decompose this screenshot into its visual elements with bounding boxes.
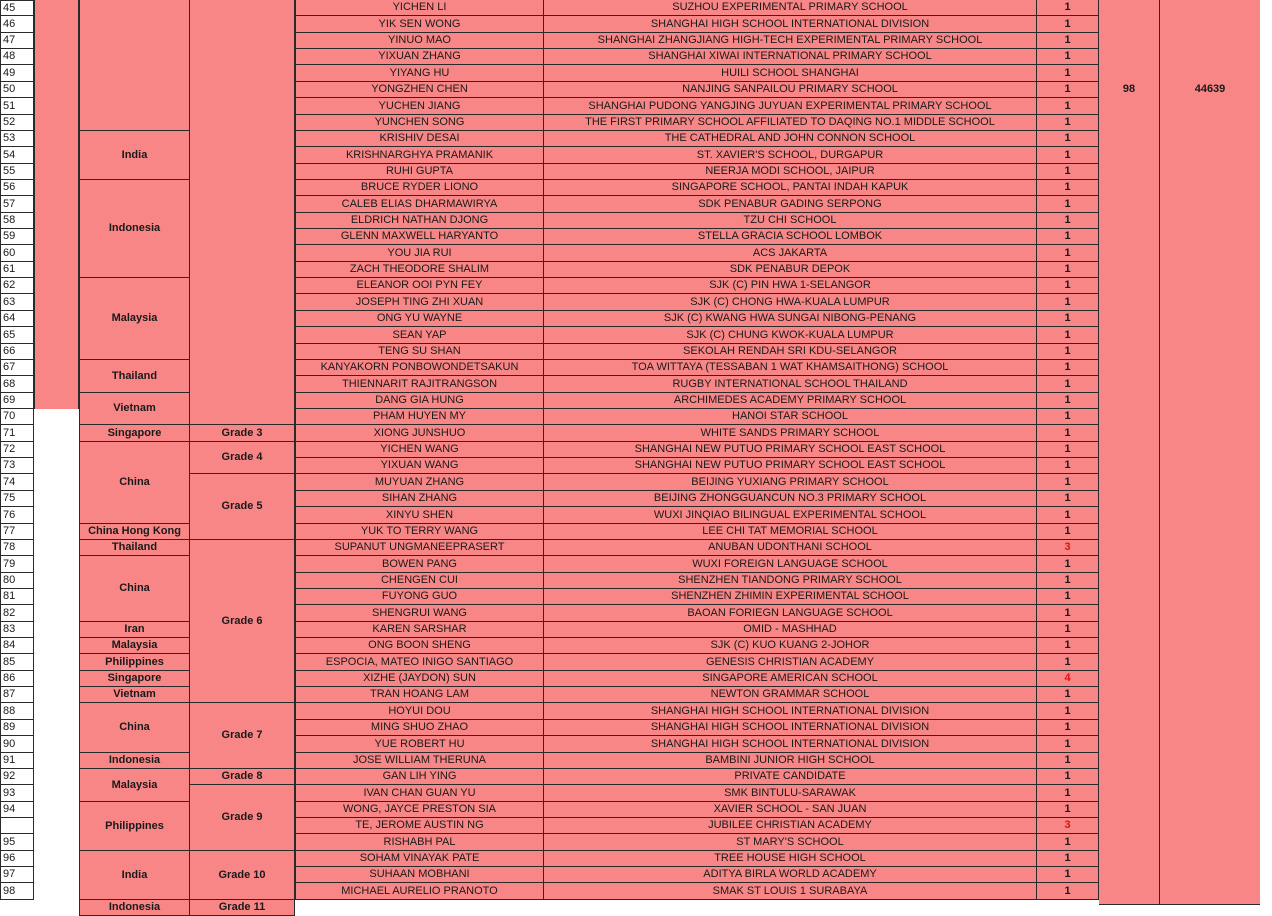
student-name-cell[interactable]: SUPANUT UNGMANEEPRASERT: [295, 540, 544, 556]
student-name-cell[interactable]: BOWEN PANG: [295, 556, 544, 573]
school-name-cell[interactable]: SHANGHAI PUDONG YANGJING JUYUAN EXPERIMENTAL PRIMARY SCHOOL: [544, 98, 1037, 115]
school-name-cell[interactable]: SHANGHAI HIGH SCHOOL INTERNATIONAL DIVISION: [544, 736, 1037, 753]
school-name-cell[interactable]: SMAK ST LOUIS 1 SURABAYA: [544, 883, 1037, 900]
school-name-cell[interactable]: SMK BINTULU-SARAWAK: [544, 785, 1037, 802]
row-number: 87: [0, 687, 34, 703]
row-number: 62: [0, 278, 34, 294]
score-cell[interactable]: 1: [1037, 425, 1099, 442]
school-name-cell[interactable]: NANJING SANPAILOU PRIMARY SCHOOL: [544, 82, 1037, 98]
student-name-cell[interactable]: PHAM HUYEN MY: [295, 409, 544, 425]
student-name-cell[interactable]: YIYANG HU: [295, 65, 544, 82]
score-cell[interactable]: 1: [1037, 622, 1099, 638]
row-number: 52: [0, 115, 34, 131]
row-number: 71: [0, 425, 34, 442]
row-number: 85: [0, 654, 34, 671]
score-cell[interactable]: 1: [1037, 278, 1099, 294]
school-name-cell[interactable]: ST MARY'S SCHOOL: [544, 834, 1037, 851]
student-name-cell[interactable]: XINYU SHEN: [295, 507, 544, 524]
country-group-cell: Indonesia: [79, 753, 190, 769]
score-cell[interactable]: 1: [1037, 867, 1099, 883]
country-group-cell: China: [79, 442, 190, 524]
row-number: 51: [0, 98, 34, 115]
row-number: 64: [0, 311, 34, 327]
student-name-cell[interactable]: RUHI GUPTA: [295, 164, 544, 180]
row-number: 54: [0, 147, 34, 164]
country-group-cell: China: [79, 556, 190, 622]
country-group-cell: Iran: [79, 622, 190, 638]
score-cell[interactable]: 1: [1037, 769, 1099, 785]
student-name-cell[interactable]: SOHAM VINAYAK PATE: [295, 851, 544, 867]
student-name-cell[interactable]: BRUCE RYDER LIONO: [295, 180, 544, 196]
student-name-cell[interactable]: GAN LIH YING: [295, 769, 544, 785]
row-number: 94: [0, 802, 34, 818]
score-cell[interactable]: 1: [1037, 98, 1099, 115]
student-name-cell[interactable]: TRAN HOANG LAM: [295, 687, 544, 703]
row-number: 88: [0, 703, 34, 720]
score-cell[interactable]: 1: [1037, 834, 1099, 851]
student-name-cell[interactable]: IVAN CHAN GUAN YU: [295, 785, 544, 802]
score-cell[interactable]: 1: [1037, 294, 1099, 311]
school-name-cell[interactable]: SHENZHEN TIANDONG PRIMARY SCHOOL: [544, 573, 1037, 589]
student-name-cell[interactable]: JOSE WILLIAM THERUNA: [295, 753, 544, 769]
country-group-cell: Malaysia: [79, 638, 190, 654]
row-number: 74: [0, 474, 34, 491]
score-cell[interactable]: 1: [1037, 474, 1099, 491]
row-number: 81: [0, 589, 34, 605]
row-number: 45: [0, 0, 34, 16]
score-cell[interactable]: 1: [1037, 262, 1099, 278]
school-name-cell[interactable]: THE CATHEDRAL AND JOHN CONNON SCHOOL: [544, 131, 1037, 147]
score-cell[interactable]: 1: [1037, 16, 1099, 33]
score-cell[interactable]: 1: [1037, 785, 1099, 802]
score-cell[interactable]: 1: [1037, 65, 1099, 82]
row-number: 49: [0, 65, 34, 82]
score-cell[interactable]: 1: [1037, 605, 1099, 622]
student-name-cell[interactable]: ONG YU WAYNE: [295, 311, 544, 327]
row-number: 77: [0, 524, 34, 540]
school-name-cell[interactable]: WUXI JINQIAO BILINGUAL EXPERIMENTAL SCHOOL: [544, 507, 1037, 524]
row-number: 83: [0, 622, 34, 638]
score-cell[interactable]: 1: [1037, 164, 1099, 180]
total-score-cell: [1160, 0, 1260, 905]
school-name-cell[interactable]: SHENZHEN ZHIMIN EXPERIMENTAL SCHOOL: [544, 589, 1037, 605]
row-number: 70: [0, 409, 34, 425]
school-name-cell[interactable]: THE FIRST PRIMARY SCHOOL AFFILIATED TO DAQING NO.1 MIDDLE SCHOOL: [544, 115, 1037, 131]
student-name-cell[interactable]: ZACH THEODORE SHALIM: [295, 262, 544, 278]
score-cell[interactable]: 1: [1037, 360, 1099, 376]
total-count-cell: [1099, 0, 1160, 905]
school-name-cell[interactable]: SJK (C) KWANG HWA SUNGAI NIBONG-PENANG: [544, 311, 1037, 327]
school-name-cell[interactable]: BEIJING YUXIANG PRIMARY SCHOOL: [544, 474, 1037, 491]
school-name-cell[interactable]: SHANGHAI HIGH SCHOOL INTERNATIONAL DIVISION: [544, 16, 1037, 33]
country-group-cell: India: [79, 851, 190, 900]
score-cell[interactable]: 1: [1037, 491, 1099, 507]
country-group-cell: Thailand: [79, 360, 190, 393]
row-number: 47: [0, 33, 34, 49]
student-name-cell[interactable]: YUCHEN JIANG: [295, 98, 544, 115]
row-number: 63: [0, 294, 34, 311]
student-name-cell[interactable]: YICHEN WANG: [295, 442, 544, 458]
row-number: 75: [0, 491, 34, 507]
school-name-cell[interactable]: TREE HOUSE HIGH SCHOOL: [544, 851, 1037, 867]
row-number: 58: [0, 213, 34, 229]
student-name-cell[interactable]: MICHAEL AURELIO PRANOTO: [295, 883, 544, 900]
score-cell[interactable]: 1: [1037, 883, 1099, 900]
school-name-cell[interactable]: SHANGHAI ZHANGJIANG HIGH-TECH EXPERIMENTAL PRIMARY SCHOOL: [544, 33, 1037, 49]
row-number: 59: [0, 229, 34, 245]
student-name-cell[interactable]: XIZHE (JAYDON) SUN: [295, 671, 544, 687]
student-name-cell[interactable]: YOU JIA RUI: [295, 245, 544, 262]
school-name-cell[interactable]: SHANGHAI XIWAI INTERNATIONAL PRIMARY SCHOOL: [544, 49, 1037, 65]
school-name-cell[interactable]: JUBILEE CHRISTIAN ACADEMY: [544, 818, 1037, 834]
school-name-cell[interactable]: GENESIS CHRISTIAN ACADEMY: [544, 654, 1037, 671]
school-name-cell[interactable]: ANUBAN UDONTHANI SCHOOL: [544, 540, 1037, 556]
row-number: 53: [0, 131, 34, 147]
student-name-cell[interactable]: SEAN YAP: [295, 327, 544, 344]
student-name-cell[interactable]: CALEB ELIAS DHARMAWIRYA: [295, 196, 544, 213]
school-name-cell[interactable]: SDK PENABUR DEPOK: [544, 262, 1037, 278]
country-group-cell: Indonesia: [79, 900, 190, 916]
student-name-cell[interactable]: DANG GIA HUNG: [295, 393, 544, 409]
country-group-cell: Malaysia: [79, 769, 190, 802]
school-name-cell[interactable]: BAOAN FORIEGN LANGUAGE SCHOOL: [544, 605, 1037, 622]
school-name-cell[interactable]: WHITE SANDS PRIMARY SCHOOL: [544, 425, 1037, 442]
row-number: 92: [0, 769, 34, 785]
student-name-cell[interactable]: YUE ROBERT HU: [295, 736, 544, 753]
country-group-cell: China Hong Kong: [79, 524, 190, 540]
score-cell[interactable]: 1: [1037, 654, 1099, 671]
school-name-cell[interactable]: STELLA GRACIA SCHOOL LOMBOK: [544, 229, 1037, 245]
row-number: 72: [0, 442, 34, 458]
school-name-cell[interactable]: XAVIER SCHOOL - SAN JUAN: [544, 802, 1037, 818]
row-number: [0, 818, 34, 834]
school-name-cell[interactable]: TZU CHI SCHOOL: [544, 213, 1037, 229]
country-group-cell: Philippines: [79, 802, 190, 851]
school-name-cell[interactable]: SINGAPORE AMERICAN SCHOOL: [544, 671, 1037, 687]
row-number: 48: [0, 49, 34, 65]
student-name-cell[interactable]: YICHEN LI: [295, 0, 544, 16]
score-cell[interactable]: 1: [1037, 736, 1099, 753]
country-group-cell: Singapore: [79, 425, 190, 442]
row-number: 61: [0, 262, 34, 278]
grade-group-cell: Grade 11: [190, 900, 295, 916]
student-name-cell[interactable]: YONGZHEN CHEN: [295, 82, 544, 98]
score-cell[interactable]: 1: [1037, 802, 1099, 818]
student-name-cell[interactable]: WONG, JAYCE PRESTON SIA: [295, 802, 544, 818]
score-cell[interactable]: 1: [1037, 327, 1099, 344]
row-number: 73: [0, 458, 34, 474]
score-cell[interactable]: 1: [1037, 589, 1099, 605]
student-name-cell[interactable]: CHENGEN CUI: [295, 573, 544, 589]
score-cell[interactable]: 1: [1037, 344, 1099, 360]
school-name-cell[interactable]: SINGAPORE SCHOOL, PANTAI INDAH KAPUK: [544, 180, 1037, 196]
school-name-cell[interactable]: ARCHIMEDES ACADEMY PRIMARY SCHOOL: [544, 393, 1037, 409]
score-cell[interactable]: 1: [1037, 131, 1099, 147]
score-cell[interactable]: 1: [1037, 556, 1099, 573]
student-name-cell[interactable]: SUHAAN MOBHANI: [295, 867, 544, 883]
school-name-cell[interactable]: SHANGHAI NEW PUTUO PRIMARY SCHOOL EAST SCHOOL: [544, 458, 1037, 474]
row-number: 57: [0, 196, 34, 213]
total-count-value: 98: [1122, 83, 1136, 95]
row-number: 95: [0, 834, 34, 851]
grade-group-cell: Grade 9: [190, 785, 295, 851]
grade-group-cell: Grade 7: [190, 703, 295, 769]
student-name-cell[interactable]: JOSEPH TING ZHI XUAN: [295, 294, 544, 311]
student-name-cell[interactable]: ELEANOR OOI PYN FEY: [295, 278, 544, 294]
student-name-cell[interactable]: SIHAN ZHANG: [295, 491, 544, 507]
school-name-cell[interactable]: ADITYA BIRLA WORLD ACADEMY: [544, 867, 1037, 883]
score-cell[interactable]: 1: [1037, 458, 1099, 474]
school-name-cell[interactable]: RUGBY INTERNATIONAL SCHOOL THAILAND: [544, 376, 1037, 393]
row-number: 78: [0, 540, 34, 556]
score-cell[interactable]: 1: [1037, 393, 1099, 409]
student-name-cell[interactable]: THIENNARIT RAJITRANGSON: [295, 376, 544, 393]
grade-group-cell: Grade 10: [190, 851, 295, 900]
row-number: 65: [0, 327, 34, 344]
row-number: 66: [0, 344, 34, 360]
school-name-cell[interactable]: SJK (C) CHUNG KWOK-KUALA LUMPUR: [544, 327, 1037, 344]
school-name-cell[interactable]: SUZHOU EXPERIMENTAL PRIMARY SCHOOL: [544, 0, 1037, 16]
student-name-cell[interactable]: YUNCHEN SONG: [295, 115, 544, 131]
school-name-cell[interactable]: BEIJING ZHONGGUANCUN NO.3 PRIMARY SCHOOL: [544, 491, 1037, 507]
row-number: 90: [0, 736, 34, 753]
school-name-cell[interactable]: SDK PENABUR GADING SERPONG: [544, 196, 1037, 213]
score-cell[interactable]: 1: [1037, 524, 1099, 540]
score-cell[interactable]: 1: [1037, 147, 1099, 164]
score-cell[interactable]: 1: [1037, 507, 1099, 524]
score-cell[interactable]: 1: [1037, 49, 1099, 65]
column-spacer-top: [34, 0, 79, 409]
row-number: 55: [0, 164, 34, 180]
row-number: 82: [0, 605, 34, 622]
grade-group-cell: Grade 3: [190, 425, 295, 442]
student-name-cell[interactable]: YUK TO TERRY WANG: [295, 524, 544, 540]
grade-group-cell: [190, 0, 295, 425]
country-group-cell: Vietnam: [79, 687, 190, 703]
student-name-cell[interactable]: TE, JEROME AUSTIN NG: [295, 818, 544, 834]
school-name-cell[interactable]: PRIVATE CANDIDATE: [544, 769, 1037, 785]
score-cell[interactable]: 1: [1037, 196, 1099, 213]
score-cell[interactable]: 4: [1037, 671, 1099, 687]
grade-group-cell: Grade 4: [190, 442, 295, 474]
score-cell[interactable]: 1: [1037, 703, 1099, 720]
row-number: 97: [0, 867, 34, 883]
student-name-cell[interactable]: XIONG JUNSHUO: [295, 425, 544, 442]
school-name-cell[interactable]: ACS JAKARTA: [544, 245, 1037, 262]
row-number: 96: [0, 851, 34, 867]
student-name-cell[interactable]: YIXUAN ZHANG: [295, 49, 544, 65]
total-score-value: 44639: [1194, 83, 1226, 95]
country-group-cell: India: [79, 131, 190, 180]
student-name-cell[interactable]: YIK SEN WONG: [295, 16, 544, 33]
student-name-cell[interactable]: SHENGRUI WANG: [295, 605, 544, 622]
row-number: 68: [0, 376, 34, 393]
score-cell[interactable]: 1: [1037, 376, 1099, 393]
score-cell[interactable]: 1: [1037, 213, 1099, 229]
row-number: 56: [0, 180, 34, 196]
student-name-cell[interactable]: HOYUI DOU: [295, 703, 544, 720]
grade-group-cell: Grade 5: [190, 474, 295, 540]
row-number: 89: [0, 720, 34, 736]
school-name-cell[interactable]: LEE CHI TAT MEMORIAL SCHOOL: [544, 524, 1037, 540]
grade-group-cell: Grade 8: [190, 769, 295, 785]
school-name-cell[interactable]: OMID - MASHHAD: [544, 622, 1037, 638]
grade-group-cell: Grade 6: [190, 540, 295, 703]
school-name-cell[interactable]: SJK (C) KUO KUANG 2-JOHOR: [544, 638, 1037, 654]
student-name-cell[interactable]: KANYAKORN PONBOWONDETSAKUN: [295, 360, 544, 376]
score-cell[interactable]: 1: [1037, 311, 1099, 327]
score-cell[interactable]: 3: [1037, 540, 1099, 556]
row-number: 60: [0, 245, 34, 262]
score-cell[interactable]: 1: [1037, 180, 1099, 196]
score-cell[interactable]: 1: [1037, 638, 1099, 654]
school-name-cell[interactable]: HUILI SCHOOL SHANGHAI: [544, 65, 1037, 82]
school-name-cell[interactable]: SJK (C) PIN HWA 1-SELANGOR: [544, 278, 1037, 294]
student-name-cell[interactable]: MING SHUO ZHAO: [295, 720, 544, 736]
student-name-cell[interactable]: KRISHIV DESAI: [295, 131, 544, 147]
row-number: 84: [0, 638, 34, 654]
student-name-cell[interactable]: KAREN SARSHAR: [295, 622, 544, 638]
row-number: 93: [0, 785, 34, 802]
student-name-cell[interactable]: TENG SU SHAN: [295, 344, 544, 360]
score-cell[interactable]: 1: [1037, 115, 1099, 131]
row-number: 67: [0, 360, 34, 376]
student-name-cell[interactable]: MUYUAN ZHANG: [295, 474, 544, 491]
row-number: 46: [0, 16, 34, 33]
score-cell[interactable]: 1: [1037, 33, 1099, 49]
row-number: 86: [0, 671, 34, 687]
student-name-cell[interactable]: YINUO MAO: [295, 33, 544, 49]
student-name-cell[interactable]: FUYONG GUO: [295, 589, 544, 605]
student-name-cell[interactable]: GLENN MAXWELL HARYANTO: [295, 229, 544, 245]
country-group-cell: Vietnam: [79, 393, 190, 425]
score-cell[interactable]: 3: [1037, 818, 1099, 834]
score-cell[interactable]: 1: [1037, 753, 1099, 769]
school-name-cell[interactable]: SHANGHAI NEW PUTUO PRIMARY SCHOOL EAST SCHOOL: [544, 442, 1037, 458]
row-number: 76: [0, 507, 34, 524]
score-cell[interactable]: 1: [1037, 0, 1099, 16]
row-number: 50: [0, 82, 34, 98]
country-group-cell: China: [79, 703, 190, 753]
score-cell[interactable]: 1: [1037, 82, 1099, 98]
country-group-cell: Indonesia: [79, 180, 190, 278]
school-name-cell[interactable]: SHANGHAI HIGH SCHOOL INTERNATIONAL DIVISION: [544, 703, 1037, 720]
school-name-cell[interactable]: SJK (C) CHONG HWA-KUALA LUMPUR: [544, 294, 1037, 311]
school-name-cell[interactable]: NEWTON GRAMMAR SCHOOL: [544, 687, 1037, 703]
school-name-cell[interactable]: SEKOLAH RENDAH SRI KDU-SELANGOR: [544, 344, 1037, 360]
score-cell[interactable]: 1: [1037, 229, 1099, 245]
score-cell[interactable]: 1: [1037, 442, 1099, 458]
school-name-cell[interactable]: TOA WITTAYA (TESSABAN 1 WAT KHAMSAITHONG) SCHOOL: [544, 360, 1037, 376]
score-cell[interactable]: 1: [1037, 687, 1099, 703]
student-name-cell[interactable]: ELDRICH NATHAN DJONG: [295, 213, 544, 229]
row-number: 80: [0, 573, 34, 589]
country-group-cell: Malaysia: [79, 278, 190, 360]
school-name-cell[interactable]: NEERJA MODI SCHOOL, JAIPUR: [544, 164, 1037, 180]
student-name-cell[interactable]: ONG BOON SHENG: [295, 638, 544, 654]
school-name-cell[interactable]: HANOI STAR SCHOOL: [544, 409, 1037, 425]
school-name-cell[interactable]: BAMBINI JUNIOR HIGH SCHOOL: [544, 753, 1037, 769]
school-name-cell[interactable]: SHANGHAI HIGH SCHOOL INTERNATIONAL DIVISION: [544, 720, 1037, 736]
score-cell[interactable]: 1: [1037, 720, 1099, 736]
score-cell[interactable]: 1: [1037, 409, 1099, 425]
row-number: 98: [0, 883, 34, 900]
score-cell[interactable]: 1: [1037, 245, 1099, 262]
student-name-cell[interactable]: RISHABH PAL: [295, 834, 544, 851]
student-name-cell[interactable]: ESPOCIA, MATEO INIGO SANTIAGO: [295, 654, 544, 671]
country-group-cell: Philippines: [79, 654, 190, 671]
school-name-cell[interactable]: ST. XAVIER'S SCHOOL, DURGAPUR: [544, 147, 1037, 164]
student-name-cell[interactable]: YIXUAN WANG: [295, 458, 544, 474]
country-group-cell: Thailand: [79, 540, 190, 556]
student-name-cell[interactable]: KRISHNARGHYA PRAMANIK: [295, 147, 544, 164]
score-cell[interactable]: 1: [1037, 573, 1099, 589]
country-group-cell: Singapore: [79, 671, 190, 687]
school-name-cell[interactable]: WUXI FOREIGN LANGUAGE SCHOOL: [544, 556, 1037, 573]
country-group-cell: [79, 0, 190, 131]
row-number: 69: [0, 393, 34, 409]
score-cell[interactable]: 1: [1037, 851, 1099, 867]
row-number: 91: [0, 753, 34, 769]
row-number: 79: [0, 556, 34, 573]
